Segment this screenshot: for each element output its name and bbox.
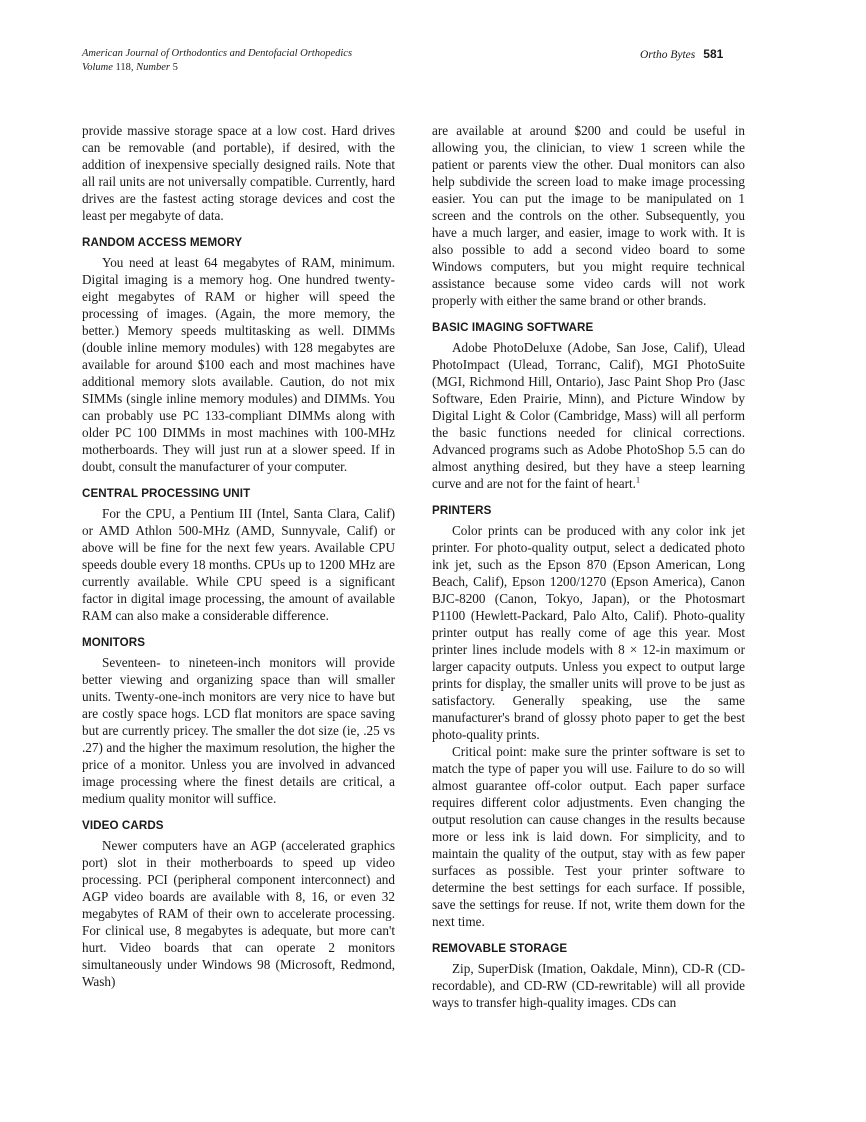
paragraph: Color prints can be produced with any color ink jet printer. For photo-quality output, select a dedicated photo ink jet, such as the Epson 870 (Epson American, Long Beach, Calif), Epson 1200/1270 (Epson America), Canon BJC-8200 (Canon, Tokyo, Japan), or the Photosmart P1100 (Hewlett-Packard, Palo Alto, Calif). Photo-quality printer output has really come of age this year. Most printer lines include models with 8 × 12-in maximum or larger capacity outputs. Unless you expect to output large prints for display, the smaller units will prove to be just as satisfactory. Generally speaking, use the same manufacturer's brand of glossy photo paper to get the best photo-quality prints. <box>432 523 745 742</box>
section-heading: CENTRAL PROCESSING UNIT <box>82 487 251 500</box>
volume-number: 118 <box>115 62 131 73</box>
paragraph: Adobe PhotoDeluxe (Adobe, San Jose, Calif), Ulead PhotoImpact (Ulead, Torranc, Calif), MGI PhotoSuite (MGI, Richmond Hill, Ontario), Jasc Paint Shop Pro (Jasc Software, Eden Prairie, Minn), and Picture Window by Digital Light & Color (Cambridge, Mass) will all perform the basic functions needed for clinical corrections. Advanced programs such as Adobe PhotoShop 5.5 can do almost anything desired, but they have a steep learning curve and are not for the faint of heart.$^1$ <box>432 340 745 491</box>
section-heading: REMOVABLE STORAGE <box>432 942 568 955</box>
section-name: Ortho Bytes <box>640 49 696 61</box>
footnote-reference[interactable]: 1 <box>635 475 640 485</box>
left-column <box>82 122 395 990</box>
paragraph: You need at least 64 megabytes of RAM, minimum. Digital imaging is a memory hog. One hundred twenty-eight megabytes of RAM or higher will speed the processing of images. (Again, the more memory, the better.) Memory speeds multitasking as well. DIMMs (double inline memory modules) with 128 megabytes are available for around $100 each and most machines have additional memory slots available. Caution, do not mix SIMMs (single inline memory modules) and DIMMs. You can probably use PC 133-compliant DIMMs along with older PC 100 DIMMs in most machines with 100-MHz motherboards. They will just run at a slower speed. If in doubt, consult the manufacturer of your computer. <box>82 255 395 474</box>
paragraph: Critical point: make sure the printer software is set to match the type of paper you will use. Failure to do so will almost guarantee off-color output. Each paper surface requires different color adjustments. Even changing the output resolution can cause changes in the results because more or less ink is laid down. For simplicity, and to maintain the quality of the output, stay with as few paper surfaces as possible. Test your printer software to determine the best settings for each surface. If possible, save the settings for reuse. If not, write them down for the next time. <box>432 744 745 929</box>
issue-number: 5 <box>172 62 178 73</box>
volume-info: Volume 118, Number 5 <box>82 62 178 73</box>
running-header-right <box>640 47 723 62</box>
running-header-left <box>82 47 352 75</box>
paragraph: For the CPU, a Pentium III (Intel, Santa Clara, Calif) or AMD Athlon 500-MHz (AMD, Sunnyvale, Calif) or above will be fine for the next few years. Available CPU speeds double every 18 months. CPUs up to 1200 MHz are currently available. While CPU speed is a significant factor in digital image processing, the amount of available RAM can also make a considerable difference. <box>82 506 395 623</box>
journal-title: American Journal of Orthodontics and Dentofacial Orthopedics <box>82 48 353 59</box>
paragraph: Newer computers have an AGP (accelerated graphics port) slot in their motherboards to speed up video processing. PCI (peripheral component interconnect) and AGP video boards are available with 8, 16, or even 32 megabytes of RAM of their own to accelerate processing. For clinical use, 8 megabytes is adequate, but more can't hurt. Video boards that can operate 2 monitors simultaneously under Windows 98 (Microsoft, Redmond, Wash) <box>82 838 395 989</box>
section-heading: VIDEO CARDS <box>82 819 164 832</box>
paragraph: are available at around $200 and could be useful in allowing you, the clinician, to view 1 screen while the patient or parents view the other. Dual monitors can also help subdivide the screen load to make image processing easier. You can put the image to be manipulated on 1 screen and the controls on the other. Subsequently, you have a much larger, and easier, image to work with. It is also possible to add a second video board to some Windows computers, but you might require technical assistance because some video cards will not work properly with either the same brand or other brands. <box>432 123 745 308</box>
section-heading: PRINTERS <box>432 504 492 517</box>
paragraph: Zip, SuperDisk (Imation, Oakdale, Minn), CD-R (CD-recordable), and CD-RW (CD-rewritable) will all provide ways to transfer high-quality images. CDs can <box>432 961 745 1010</box>
page-number: 581 <box>703 47 724 61</box>
right-column <box>432 122 745 1011</box>
paragraph: Seventeen- to nineteen-inch monitors will provide better viewing and organizing space than will smaller units. Twenty-one-inch monitors are very nice to have but are costly space hogs. LCD flat monitors are space saving but are currently pricey. The smaller the dot size (ie, .25 vs .27) and the higher the maximum resolution, the higher the price of a monitor. Unless you are involved in advanced image processing where the finest details are critical, a medium quality monitor will suffice. <box>82 655 395 806</box>
section-heading: MONITORS <box>82 636 146 649</box>
section-heading: RANDOM ACCESS MEMORY <box>82 236 243 249</box>
section-heading: BASIC IMAGING SOFTWARE <box>432 321 594 334</box>
paragraph: provide massive storage space at a low cost. Hard drives can be removable (and portable), if desired, with the addition of inexpensive specially designed rails. Note that all rail units are not universally compatible. Currently, hard drives are the fastest acting storage devices and cost the least per megabyte of data. <box>82 123 395 223</box>
